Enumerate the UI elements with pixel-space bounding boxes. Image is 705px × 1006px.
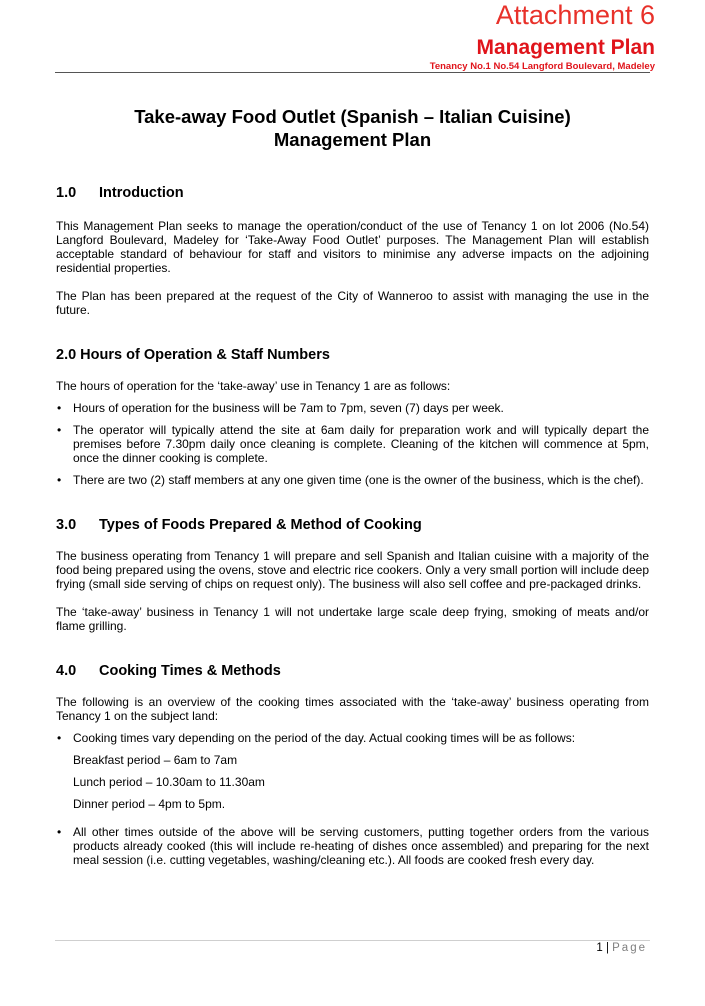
document-title-line1: Take-away Food Outlet (Spanish – Italian Cuisine)	[134, 106, 571, 127]
section-3-number: 3.0	[56, 517, 77, 533]
attachment-label: Attachment 6	[495, 0, 655, 30]
list-item-text: The operator will typically attend the site at 6am daily for preparation work and will typically depart the premises before 7.30pm daily once cleaning is complete. Cleaning of the kitchen will commence at 5pm, once the dinner cooking is complete.	[73, 423, 649, 465]
list-item	[56, 423, 649, 465]
page-word: Page	[612, 942, 647, 954]
list-item	[56, 473, 649, 487]
section-3-paragraph-1: The business operating from Tenancy 1 will prepare and sell Spanish and Italian cuisine with a majority of the food being prepared using the ovens, stove and electric rice cookers. Only a very small portion will include deep frying (small side serving of chips on request only). The business will also sell coffee and pre-packaged drinks.	[56, 549, 649, 591]
section-1-number: 1.0	[56, 185, 77, 201]
page-header	[430, 0, 655, 73]
cooking-period-breakfast: Breakfast period – 6am to 7am	[73, 753, 238, 767]
bullet-icon: •	[57, 473, 62, 487]
section-4-list	[56, 731, 649, 745]
section-4-title: Cooking Times & Methods	[99, 663, 281, 679]
section-4-intro: The following is an overview of the cooking times associated with the ‘take-away’ business operating from Tenancy 1 on the subject land:	[56, 695, 649, 723]
list-item-text: There are two (2) staff members at any one given time (one is the owner of the business, which is the chef).	[73, 473, 644, 487]
section-3-heading	[56, 516, 649, 534]
document-body	[56, 105, 649, 867]
section-1-paragraph-1: This Management Plan seeks to manage the operation/conduct of the use of Tenancy 1 on lot 2006 (No.54) Langford Boulevard, Madeley for ‘Take-Away Food Outlet’ purposes. The Management Plan will establish acceptable standard of behaviour for staff and visitors to minimise any adverse impacts on the adjoining residential properties.	[56, 219, 649, 275]
header-divider	[55, 72, 650, 73]
section-1-paragraph-2: The Plan has been prepared at the request of the City of Wanneroo to assist with managing the use in the future.	[56, 289, 649, 317]
bullet-icon: •	[57, 423, 62, 437]
section-3-title: Types of Foods Prepared & Method of Cooking	[99, 517, 422, 533]
document-title-line2: Management Plan	[273, 129, 432, 150]
cooking-period-lunch: Lunch period – 10.30am to 11.30am	[73, 775, 265, 789]
section-3-paragraph-2: The ‘take-away’ business in Tenancy 1 will not undertake large scale deep frying, smoking of meats and/or flame grilling.	[56, 605, 649, 633]
bullet-icon: •	[57, 401, 62, 415]
list-item-text: All other times outside of the above will be serving customers, putting together orders from the various products already cooked (this will include re-heating of dishes once assembled) and preparing for the next meal session (i.e. cutting vegetables, washing/cleaning etc.). All foods are cooked fresh every day.	[73, 825, 649, 867]
list-item-text: Cooking times vary depending on the period of the day. Actual cooking times will be as follows:	[73, 731, 576, 745]
section-2-heading: 2.0 Hours of Operation & Staff Numbers	[56, 347, 330, 363]
footer-divider	[55, 940, 650, 941]
cooking-period-dinner: Dinner period – 4pm to 5pm.	[73, 797, 226, 811]
section-1-heading	[56, 184, 649, 202]
list-item	[56, 731, 649, 745]
page-separator: |	[605, 942, 609, 954]
section-2-intro: The hours of operation for the ‘take-away’ use in Tenancy 1 are as follows:	[56, 379, 451, 393]
header-title: Management Plan	[476, 36, 655, 59]
list-item	[56, 401, 649, 415]
page-footer	[596, 942, 647, 954]
section-2-list	[56, 401, 649, 487]
document-title	[56, 105, 649, 151]
section-4-number: 4.0	[56, 663, 77, 679]
list-item	[56, 825, 649, 867]
section-4-list-2	[56, 825, 649, 867]
section-4-heading	[56, 662, 649, 680]
bullet-icon: •	[57, 825, 62, 839]
section-1-title: Introduction	[99, 185, 184, 201]
bullet-icon: •	[57, 731, 62, 745]
page-number: 1	[596, 942, 603, 954]
list-item-text: Hours of operation for the business will be 7am to 7pm, seven (7) days per week.	[73, 401, 504, 415]
header-subtitle: Tenancy No.1 No.54 Langford Boulevard, Madeley	[429, 61, 655, 72]
